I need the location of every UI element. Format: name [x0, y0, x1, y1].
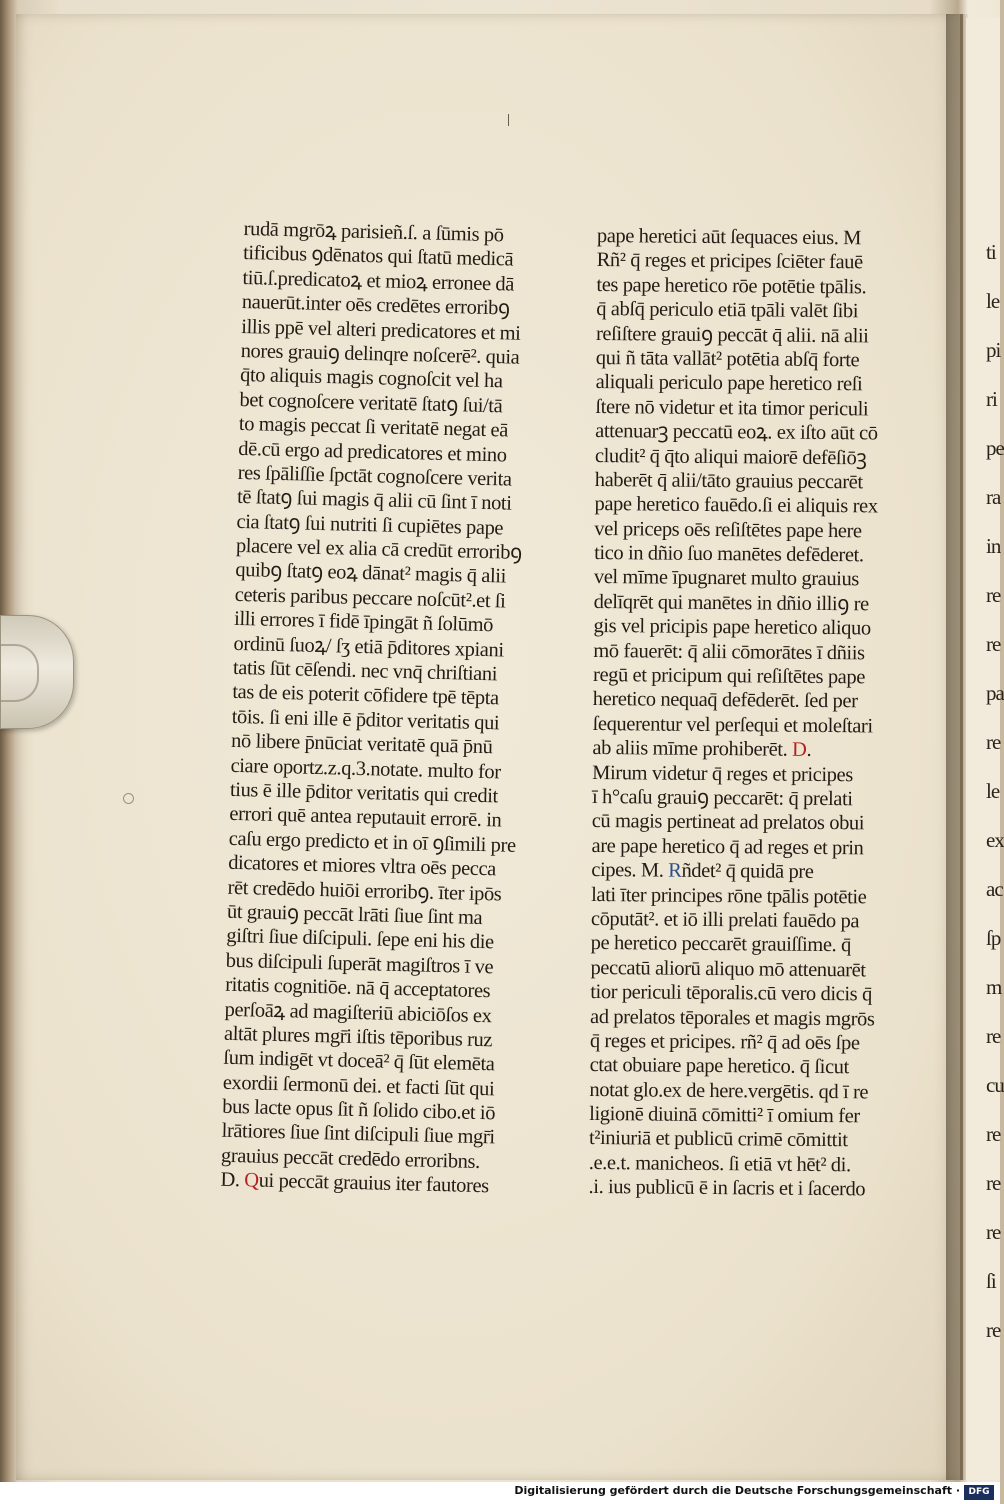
facing-page-fragment: pa	[986, 681, 1004, 705]
facing-page-fragment: ſi	[986, 1269, 996, 1293]
text-line: ligionē diuinā cōmitti² ī omium fer	[589, 1103, 860, 1128]
text-line: ad prelatos tēporales et magis mgrōs	[589, 1005, 875, 1030]
text-line: gis vel pricipis pape heretico aliquo	[593, 615, 871, 640]
rubric-mark: D	[791, 738, 807, 762]
text-line: bus lacte opus ſit ñ ſolido cibo.et iō	[221, 1095, 496, 1125]
facing-page-fragment: re	[986, 1122, 1001, 1146]
text-line: tōis. ſi eni ille ē p̄ditor veritatis qui	[231, 705, 500, 735]
text-line: dē.cū ergo ad predicatores et mino	[238, 437, 507, 466]
text-line: ctat obuiare pape heretico. q̄ ſicut	[589, 1054, 849, 1079]
text-line: ſequerentur vel perſequi et moleſtari	[592, 712, 873, 738]
facing-page-fragment: pi	[986, 338, 1001, 362]
text-line: peccatū aliorū aliquo mō attenuarēt	[590, 956, 866, 982]
text-line: exordii ſermonū dei. et facti ſūt qui	[222, 1071, 495, 1101]
text-line: .e.e.t. manicheos. ſi etiā vt hēt² di.	[588, 1151, 851, 1177]
text-line: vel priceps oēs reſiſtētes pape here	[594, 517, 862, 543]
text-line: ſtere nō videtur et ita timor periculi	[595, 395, 869, 421]
text-line: to magis peccat ſi veritatē negat eā	[238, 413, 509, 442]
text-line: cipes. M. Rñdet² q̄ quidā pre	[591, 859, 814, 884]
text-line: dicatores et miores vltra oēs pecca	[227, 851, 497, 881]
text-line: quibꝯ ſtatꝯ eoꝝ dānat² magis q̄ alii	[235, 559, 507, 588]
text-line: q̄ abſq̄ periculo etiā tpāli valēt ſibi	[596, 298, 859, 323]
text-line: ab aliis mīme prohiberēt. D.	[592, 737, 812, 762]
facing-page-fragment: re	[986, 1171, 1001, 1195]
text-line: rēt credēdo huiōi erroribꝯ. īter ipōs	[227, 876, 502, 906]
ink-mark	[508, 114, 509, 126]
facing-page-fragment: in	[986, 534, 1001, 558]
text-line: pe heretico peccarēt grauiſſime. q̄	[590, 932, 851, 957]
text-line: t²iniuriā et publicū crimē cōmittit	[588, 1127, 848, 1152]
text-line: ceteris paribus peccare noſcūt².et ſi	[234, 583, 506, 613]
facing-page-fragment: re	[986, 583, 1001, 607]
text-line: pape heretici aūt ſequaces eius. M	[596, 224, 862, 250]
pinhole	[123, 793, 134, 804]
rubric-mark: Q	[244, 1169, 259, 1192]
text-line: altāt plures mgr̄i iſtis tēporibus ruz	[223, 1022, 493, 1052]
text-line: cū magis pertineat ad prelatos obui	[591, 810, 865, 835]
text-line: vel mīme īpugnaret multo grauius	[593, 566, 860, 591]
facing-page-fragment: m	[986, 975, 1002, 999]
text-line: cia ſtatꝯ ſui nutriti ſi cupiētes pape	[236, 510, 504, 540]
facing-page-fragment: ri	[986, 387, 997, 411]
text-line: q̄to aliquis magis cognoſcit vel ha	[239, 364, 503, 393]
text-line: errori quē antea reputauit errorē. in	[229, 803, 502, 832]
facing-page-fragment: le	[986, 289, 1000, 313]
text-line: tius ē ille p̄ditor veritatis qui credit	[229, 778, 499, 808]
text-line: pape heretico fauēdo.ſi ei aliquis rex	[594, 493, 878, 518]
facing-page-fragment: re	[986, 1318, 1001, 1342]
text-line: tiū.ſ.predicatoꝝ et mioꝝ erronee dā	[242, 266, 515, 296]
text-line: reſiſtere grauiꝯ peccāt q̄ alii. nā alii	[595, 322, 869, 347]
page-clip	[0, 615, 74, 729]
text-line: D. Qui peccāt grauius iter fautores	[220, 1168, 489, 1198]
text-line: tior periculi tēporalis.cū vero dicis q̄	[590, 981, 872, 1006]
text-line: cludit² q̄ q̄to aliqui maiorē defēſiōꝫ	[594, 444, 867, 469]
facing-page-edge	[966, 18, 1004, 1480]
text-line: res ſpāliſſie ſpctāt cognoſcere verita	[237, 461, 512, 491]
footer-credit: Digitalisierung gefördert durch die Deutsche Forschungsgemeinschaft ·	[514, 1484, 960, 1497]
facing-page-fragment: cu	[986, 1073, 1004, 1097]
text-line: illis ppē vel alteri predicatores et mi	[241, 315, 521, 345]
text-line: ūt grauiꝯ peccāt lrāti ſiue ſint ma	[226, 900, 483, 929]
facing-page-fragment: ra	[986, 485, 1001, 509]
text-line: nores grauiꝯ delinqre noſcerē². quia	[240, 339, 520, 369]
text-line: nō libere p̄nūciat veritatē quā p̄nū	[230, 730, 493, 759]
text-line: giſtri ſiue diſcipuli. ſepe eni his die	[226, 925, 494, 954]
text-line: nauerūt.inter oēs credētes erroribꝯ	[241, 291, 510, 320]
text-line: tē ſtatꝯ ſui magis q̄ alii cū ſint ī noti	[236, 486, 512, 515]
facing-page-fragment: ac	[986, 877, 1003, 901]
text-line: .i. ius publicū ē in ſacris et i ſacerdo	[588, 1176, 866, 1201]
text-line: ī h°caſu grauiꝯ peccarēt: q̄ prelati	[591, 785, 853, 811]
facing-page-fragment: ſp	[986, 926, 1001, 950]
text-line: caſu ergo predicto et in oī ꝯſimili pre	[228, 827, 516, 857]
text-line: tificibus ꝯdēnatos qui ſtatū medicā	[242, 242, 514, 271]
text-line: ordinū ſuoꝝ/ ſʒ etiā p̄ditores xpiani	[233, 632, 504, 662]
text-line: perſoāꝝ ad magiſteriū abiciōſos ex	[224, 998, 492, 1027]
text-line: illi errores ī fidē īpingāt ñ ſolūmō	[233, 608, 494, 637]
text-line: rudā mgrōꝝ parisieñ.ſ. a ſūmis pō	[243, 217, 504, 247]
text-line: ciare oportz.z.q.3.notate. multo for	[230, 754, 502, 784]
text-line: regū et pricipum qui reſiſtētes pape	[592, 664, 866, 689]
text-line: lrātiores ſiue ſint diſcipuli ſiue mgr̄i	[221, 1120, 495, 1149]
text-line: tatis ſūt cēſendi. nec vnq̄ chriſtiani	[232, 656, 498, 686]
text-line: bet cognoſcere veritatē ſtatꝯ ſui/tā	[239, 388, 503, 418]
facing-page-fragment: re	[986, 632, 1001, 656]
text-line: tes pape heretico rōe potētie tpālis.	[596, 273, 867, 299]
text-line: heretico nequaq̄ defēderēt. ſed per	[592, 688, 858, 713]
text-line: lati īter principes rōne tpālis potētie	[591, 883, 867, 908]
spine-shadow	[946, 14, 968, 1480]
text-line: cōputāt². et iō illi prelati fauēdo pa	[590, 907, 860, 933]
text-column-right	[588, 224, 881, 1202]
text-column-left	[220, 217, 531, 1199]
facing-page-fragment: ex	[986, 828, 1004, 852]
facing-page-fragment: re	[986, 1024, 1001, 1048]
text-line: qui ñ tāta vallāt² potētia abſq̄ forte	[595, 346, 860, 372]
text-line: bus diſcipuli ſuperāt magiſtros ī ve	[225, 949, 494, 979]
text-line: mō fauerēt: q̄ alii cōmorātes ī dñiis	[593, 639, 865, 664]
text-line: aliquali periculo pape heretico reſi	[595, 371, 863, 396]
rubric-mark: R	[668, 859, 682, 882]
text-line: tas de eis poterit cōfidere tpē tēpta	[232, 681, 499, 710]
text-line: Mirum videtur q̄ reges et pricipes	[592, 761, 853, 786]
text-line: tico in dñio ſuo manētes defēderet.	[594, 542, 864, 567]
text-line: haberēt q̄ alii/tāto grauius peccarēt	[594, 468, 863, 494]
facing-page-fragment: le	[986, 779, 1000, 803]
text-line: attenuarꝫ peccatū eoꝝ. ex iſto aūt cō	[595, 420, 878, 445]
text-line: ritatis cognitiōe. nā q̄ acceptatores	[224, 973, 491, 1003]
text-line: ſum indigēt vt doceā² q̄ ſūt elemēta	[223, 1047, 495, 1076]
text-line: q̄ reges et pricipes. rñ² q̄ ad oēs ſpe	[589, 1029, 860, 1055]
text-line: placere vel ex alia cā credūt erroribꝯ	[235, 534, 523, 564]
facing-page-fragment: re	[986, 1220, 1001, 1244]
text-line: are pape heretico q̄ ad reges et prin	[591, 834, 864, 860]
text-line: Rñ² q̄ reges et pricipes ſciēter fauē	[596, 249, 863, 274]
facing-page-fragment: ti	[986, 240, 996, 264]
facing-page-fragment: re	[986, 730, 1001, 754]
facing-page-fragment: pe	[986, 436, 1004, 460]
text-line: notat glo.ex de here.vergētis. qd ī re	[589, 1078, 869, 1104]
dfg-logo: DFG	[964, 1485, 994, 1500]
text-line: delīqrēt qui manētes in dñio illiꝯ re	[593, 590, 869, 616]
text-line: grauius peccāt credēdo erroribns.	[220, 1144, 481, 1173]
footer-bar	[0, 1482, 1000, 1504]
